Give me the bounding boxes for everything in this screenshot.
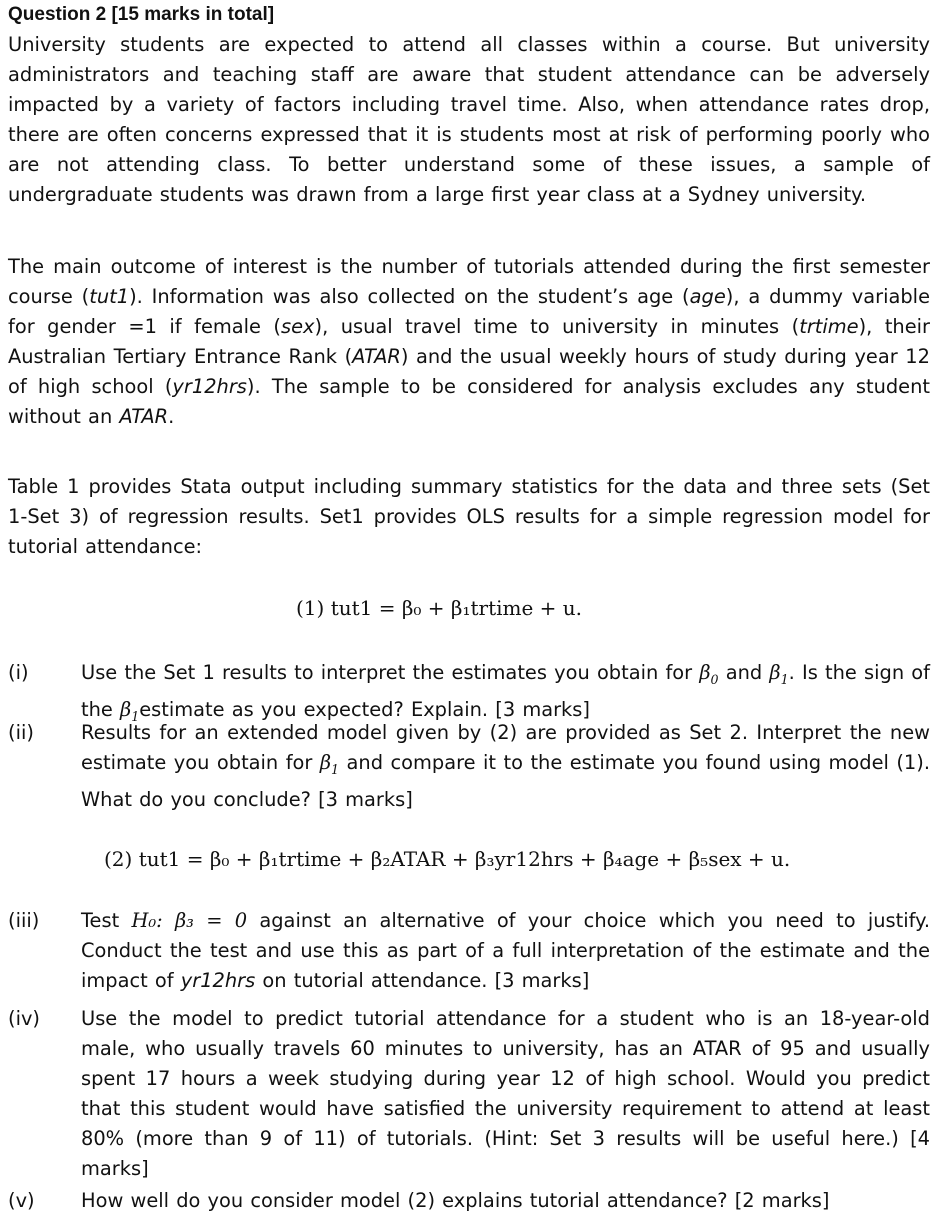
equation-2: (2) tut1 = β₀ + β₁trtime + β₂ATAR + β₃yr12hrs + β₄age + β₅sex + u. <box>104 847 791 871</box>
variables-paragraph: The main outcome of interest is the number of tutorials attended during the first semester course (tut1). Information was also collected on the student’s age (age), a dummy variable for gender =1 if female (sex), usual travel time to university in minutes (trtime), their Australian Tertiary Entrance Rank (ATAR) and the usual weekly hours of study during year 12 of high school (yr12hrs). The sample to be considered for analysis excludes any student without an ATAR. <box>8 255 930 428</box>
question-number: (i) <box>8 661 29 684</box>
equation-1: (1) tut1 = β₀ + β₁trtime + u. <box>296 596 583 620</box>
question-text: Use the model to predict tutorial attendance for a student who is an 18-year-old male, who usually travels 60 minutes to university, has an ATAR of 95 and usually spent 17 hours a week studying during year 12 of high school. Would you predict that this student would have satisfied the university requirement to attend at least 80% (more than 9 of 11) of tutorials. (Hint: Set 3 results will be useful here.) [4 marks] <box>81 1007 930 1180</box>
question-text: Test H₀: β₃ = 0 against an alternative of your choice which you need to justify. Conduct the test and use this as part of a full interpretation of the estimate and the impact of yr12hrs on tutorial attendance. [3 marks] <box>81 909 930 992</box>
question-number: (v) <box>8 1189 35 1212</box>
question-number: (ii) <box>8 721 34 744</box>
question-number: (iv) <box>8 1007 40 1030</box>
question-iii <box>8 906 930 996</box>
question-iv <box>8 1004 930 1184</box>
question-heading: Question 2 [15 marks in total] <box>8 4 275 25</box>
table-description-paragraph: Table 1 provides Stata output including summary statistics for the data and three sets (Set 1-Set 3) of regression results. Set1 provides OLS results for a simple regression model for tutorial attendance: <box>8 475 930 558</box>
intro-paragraph: University students are expected to attend all classes within a course. But university administrators and teaching staff are aware that student attendance can be adversely impacted by a variety of factors including travel time. Also, when attendance rates drop, there are often concerns expressed that it is students most at risk of performing poorly who are not attending class. To better understand some of these issues, a sample of undergraduate students was drawn from a large first year class at a Sydney university. <box>8 33 930 206</box>
question-text: Use the Set 1 results to interpret the estimates you obtain for $\beta_0$ and $\beta_1$. Is the sign of the $\beta_1estimate$ as you expected? Explain. [3 marks] <box>81 661 930 724</box>
question-ii <box>8 718 930 815</box>
question-text: How well do you consider model (2) explains tutorial attendance? [2 marks] <box>81 1189 830 1212</box>
question-text: Results for an extended model given by (2) are provided as Set 2. Interpret the new estimate you obtain for $\beta_1$ and compare it to the estimate you found using model (1). What do you conclude? [3 marks] <box>81 721 930 811</box>
question-number: (iii) <box>8 909 40 932</box>
question-v <box>8 1186 930 1216</box>
